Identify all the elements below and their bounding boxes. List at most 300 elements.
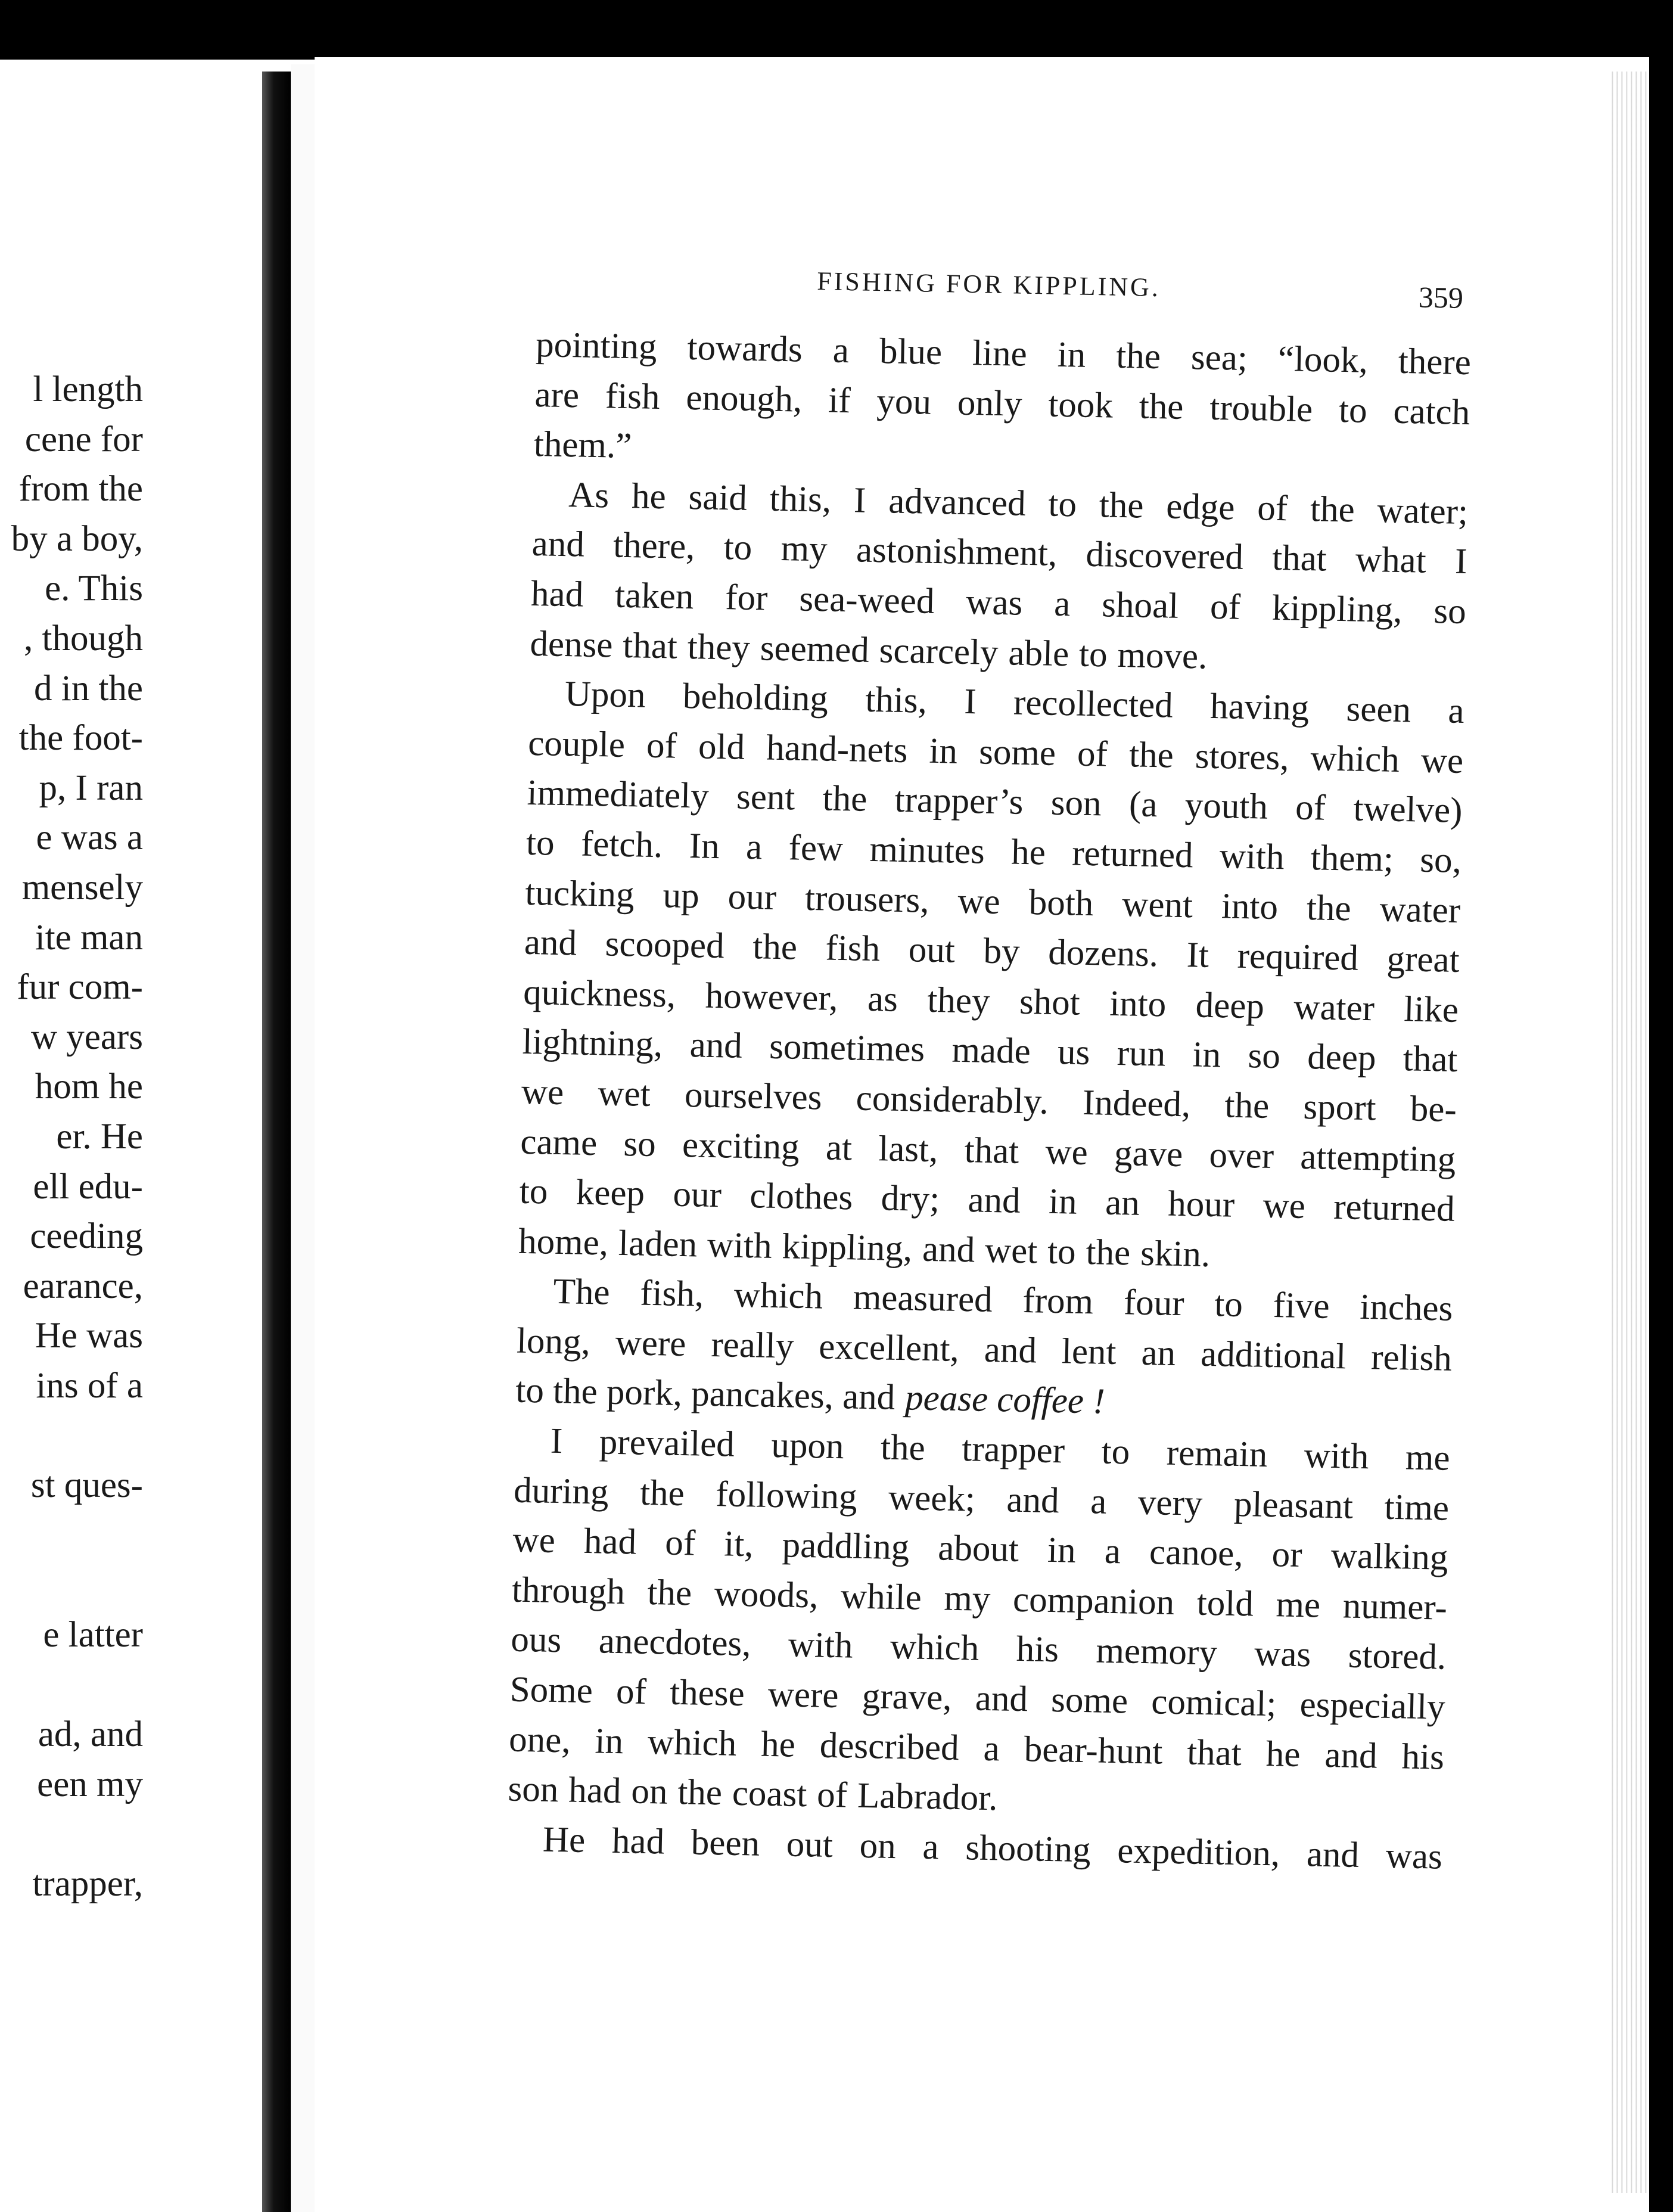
word: or	[1271, 1534, 1303, 1576]
word: stored.	[1348, 1636, 1447, 1678]
word: excellent,	[818, 1326, 960, 1369]
word: fish,	[639, 1273, 704, 1315]
word: made	[951, 1030, 1031, 1072]
word: ourselves	[684, 1074, 823, 1118]
word: which	[647, 1722, 737, 1764]
word: this,	[865, 679, 928, 721]
word: out	[786, 1824, 834, 1865]
word: came	[520, 1121, 598, 1163]
word: hour	[1167, 1183, 1235, 1225]
page-number: 359	[1418, 280, 1464, 315]
word: are	[534, 374, 580, 415]
word: sent	[736, 776, 795, 818]
word: and	[1006, 1480, 1060, 1521]
word: very	[1137, 1482, 1204, 1524]
word: to	[525, 822, 555, 863]
word: only	[957, 383, 1023, 424]
word: a	[983, 1728, 1000, 1769]
word: to	[1047, 1231, 1077, 1272]
word: youth	[1184, 785, 1268, 828]
word: discovered	[1085, 535, 1244, 578]
word: to	[723, 527, 752, 568]
word: and	[524, 922, 577, 964]
word: of	[615, 1672, 647, 1713]
word: was	[1385, 1835, 1443, 1877]
word: said	[688, 477, 748, 518]
word: it,	[723, 1524, 754, 1565]
word: few	[788, 828, 844, 869]
left-page-line: p, I ran	[39, 768, 143, 808]
left-page-line: by a boy,	[11, 518, 143, 559]
word: which	[890, 1627, 979, 1669]
word: paddling	[782, 1525, 910, 1568]
word: in	[1057, 334, 1086, 375]
word: we	[1420, 740, 1464, 781]
word: with	[707, 1225, 773, 1266]
word: had	[530, 573, 584, 615]
word: dense	[529, 623, 614, 666]
word: sea;	[1190, 337, 1248, 378]
running-head: FISHING FOR KIPPLING.	[816, 266, 1161, 303]
left-page-line: l length	[33, 369, 143, 409]
word: with	[1219, 836, 1285, 878]
text-run: to the pork, pancakes, and	[515, 1371, 895, 1418]
word: fetch.	[580, 824, 663, 866]
word: you	[876, 381, 932, 422]
book-gutter-shadow	[262, 72, 291, 2212]
word: of	[1295, 787, 1326, 828]
word: they	[926, 980, 991, 1021]
word: a	[1447, 691, 1465, 732]
word: shooting	[965, 1828, 1092, 1871]
word: a	[1090, 1481, 1108, 1522]
left-page-line: mensely	[21, 867, 143, 908]
left-page-line: w years	[30, 1017, 143, 1057]
word: fish	[825, 928, 881, 970]
word: on	[630, 1771, 668, 1812]
word: last,	[878, 1128, 939, 1170]
word: expedition,	[1117, 1831, 1280, 1874]
word: able	[1007, 632, 1069, 674]
word: he	[631, 476, 667, 517]
word: were	[767, 1674, 839, 1716]
left-page-line: He was	[35, 1316, 143, 1356]
word: a	[1104, 1531, 1121, 1572]
word: up	[662, 875, 700, 916]
word: dry;	[881, 1178, 940, 1220]
left-page-line	[0, 1560, 143, 1610]
word: enough,	[685, 377, 803, 420]
word: exciting	[682, 1124, 800, 1167]
word: lent	[1061, 1331, 1117, 1372]
word: what	[1355, 539, 1427, 582]
word: the	[677, 1772, 723, 1813]
word: so	[623, 1123, 657, 1164]
word: which	[1310, 738, 1400, 780]
word: of	[664, 1523, 696, 1564]
word: gave	[1114, 1133, 1183, 1175]
word: following	[715, 1474, 858, 1517]
left-page-line: er. He	[56, 1116, 143, 1157]
word: couple	[527, 723, 626, 765]
word: so	[1433, 591, 1467, 632]
word: home,	[518, 1221, 609, 1263]
word: an	[1105, 1182, 1140, 1223]
word: catch	[1392, 391, 1470, 433]
word: us	[1057, 1032, 1091, 1073]
left-page-line: earance,	[23, 1266, 143, 1306]
word: had	[583, 1521, 637, 1562]
word: keep	[576, 1172, 645, 1214]
word: laden	[618, 1223, 698, 1265]
word: As	[568, 474, 610, 516]
word: through	[511, 1570, 626, 1613]
word: however,	[705, 975, 839, 1018]
word: twelve)	[1352, 788, 1463, 831]
left-page-line: ceeding	[30, 1216, 143, 1257]
word: a	[1053, 583, 1071, 625]
word: we	[957, 881, 1001, 922]
word: had	[611, 1820, 665, 1862]
word: companion	[1012, 1579, 1175, 1623]
word: scooped	[605, 924, 725, 967]
word: (a	[1128, 784, 1158, 825]
word: me	[1405, 1437, 1451, 1478]
left-page-line: ite man	[35, 917, 143, 958]
word: attempting	[1299, 1136, 1456, 1180]
word: sometimes	[769, 1027, 925, 1070]
left-page-line	[0, 1809, 143, 1859]
word: five	[1273, 1285, 1330, 1327]
word: the	[1310, 489, 1355, 530]
word: quickness,	[523, 972, 676, 1015]
word: really	[710, 1324, 794, 1366]
word: and	[531, 524, 585, 565]
word: trapper’s	[894, 780, 1024, 823]
word: son	[1050, 783, 1102, 824]
word: astonishment,	[856, 530, 1058, 574]
word: as	[867, 978, 898, 1020]
word: to	[1047, 484, 1077, 525]
word: trouble	[1209, 387, 1313, 430]
word: into	[1109, 983, 1167, 1025]
word: minutes	[869, 829, 985, 872]
word: a	[832, 330, 850, 371]
word: seemed	[760, 627, 870, 670]
word: been	[691, 1822, 760, 1864]
word: one,	[508, 1719, 571, 1761]
word: time	[1383, 1487, 1450, 1528]
word: and	[1324, 1735, 1378, 1776]
word: the	[639, 1472, 685, 1514]
word: trousers,	[804, 878, 930, 921]
word: so	[1247, 1036, 1281, 1077]
word: I	[550, 1421, 563, 1462]
word: that	[1403, 1039, 1459, 1080]
word: measured	[853, 1277, 993, 1321]
word: which	[733, 1275, 823, 1317]
word: of	[1209, 586, 1241, 627]
word: he	[1265, 1733, 1301, 1775]
word: there	[1398, 341, 1472, 383]
left-page-line: ell edu-	[33, 1166, 143, 1207]
word: a	[922, 1826, 940, 1868]
word: and	[922, 1229, 975, 1270]
word: the	[1139, 386, 1184, 427]
word: an	[1140, 1332, 1176, 1374]
word: I	[963, 682, 977, 722]
word: and	[1306, 1834, 1360, 1875]
word: about	[937, 1528, 1019, 1570]
word: kippling,	[1271, 588, 1403, 630]
word: into	[1221, 886, 1279, 927]
word: pleasant	[1233, 1484, 1354, 1527]
left-page-line: cene for	[24, 419, 143, 459]
word: sea-weed	[798, 579, 935, 622]
word: our	[672, 1174, 722, 1216]
word: inches	[1359, 1287, 1453, 1329]
word: of	[816, 1775, 848, 1816]
word: on	[859, 1825, 897, 1866]
word: immediately	[527, 773, 710, 817]
word: the	[1115, 335, 1161, 377]
word: we	[512, 1520, 556, 1561]
word: having	[1209, 686, 1310, 729]
word: woods,	[714, 1573, 819, 1616]
word: required	[1237, 936, 1359, 978]
word: water	[1293, 987, 1375, 1029]
word: son	[508, 1769, 559, 1810]
word: returned	[1333, 1187, 1456, 1229]
word: ous	[510, 1620, 562, 1661]
word: with	[788, 1624, 854, 1667]
word: sport	[1302, 1086, 1377, 1129]
word: bear-hunt	[1024, 1729, 1163, 1772]
word: some	[978, 732, 1056, 773]
word: described	[819, 1725, 960, 1768]
word: the	[1306, 887, 1352, 928]
word: shot	[1019, 981, 1081, 1023]
word: and	[967, 1180, 1021, 1221]
word: in	[1047, 1530, 1077, 1571]
word: with	[1304, 1436, 1369, 1477]
word: while	[840, 1576, 922, 1618]
word: they	[687, 626, 751, 668]
word: there,	[612, 525, 696, 567]
word: was	[1254, 1633, 1311, 1675]
word: “look,	[1277, 338, 1369, 381]
word: of	[1077, 734, 1108, 775]
word: was	[965, 582, 1023, 623]
word: from	[1022, 1281, 1094, 1322]
word: the	[752, 927, 798, 968]
word: my	[943, 1578, 991, 1619]
word: especially	[1299, 1685, 1446, 1728]
word: me	[1275, 1585, 1321, 1626]
word: some	[1050, 1680, 1128, 1722]
word: deep	[1195, 985, 1265, 1027]
word: Upon	[564, 674, 646, 716]
word: to	[1214, 1284, 1243, 1325]
word: over	[1208, 1135, 1274, 1176]
word: the	[880, 1427, 926, 1468]
word: lightning,	[522, 1022, 663, 1065]
left-page-line: from the	[18, 469, 143, 509]
word: a	[745, 827, 763, 868]
word: towards	[686, 327, 803, 370]
word: both	[1028, 882, 1094, 924]
word: I	[853, 480, 867, 521]
left-page-text	[0, 365, 143, 1909]
word: the	[1086, 1232, 1131, 1273]
word: we	[1262, 1185, 1306, 1227]
word: that	[622, 625, 678, 667]
left-page-line: e latter	[43, 1614, 143, 1655]
word: Indeed,	[1082, 1082, 1191, 1125]
word: had	[568, 1770, 622, 1812]
word: coast	[732, 1773, 807, 1815]
word: remain	[1166, 1433, 1268, 1475]
word: deep	[1307, 1037, 1377, 1079]
word: that	[964, 1130, 1019, 1172]
word: wet	[984, 1230, 1038, 1272]
word: returned	[1071, 833, 1194, 876]
word: comical;	[1150, 1682, 1277, 1725]
word: anecdotes,	[598, 1621, 752, 1664]
left-page-line: st ques-	[30, 1465, 143, 1506]
word: in	[1192, 1034, 1221, 1076]
word: The	[553, 1272, 611, 1313]
word: and	[975, 1678, 1028, 1720]
left-page-line: fur com-	[17, 967, 143, 1008]
word: were	[615, 1322, 687, 1365]
word: move.	[1117, 635, 1208, 677]
left-page-line: ad, and	[38, 1714, 143, 1755]
word: the	[822, 778, 867, 820]
word: advanced	[888, 481, 1027, 524]
word: walking	[1330, 1536, 1448, 1579]
left-page-line: een my	[37, 1764, 143, 1804]
word: that	[1186, 1732, 1242, 1773]
word: he	[1010, 832, 1046, 873]
word: of	[1257, 488, 1288, 529]
word: in	[1048, 1181, 1078, 1222]
word: kippling,	[781, 1226, 913, 1269]
word: the	[1099, 484, 1145, 526]
word: It	[1186, 935, 1209, 975]
book-gutter	[291, 64, 315, 2212]
word: he	[760, 1724, 796, 1765]
word: week;	[888, 1477, 976, 1520]
left-page-line: d in the	[34, 668, 143, 709]
word: went	[1121, 884, 1193, 925]
word: He	[542, 1819, 586, 1860]
word: skin.	[1140, 1233, 1211, 1275]
word: them.”	[533, 424, 632, 467]
word: Labrador.	[857, 1776, 999, 1819]
word: pointing	[535, 324, 658, 367]
word: to	[1078, 634, 1108, 675]
word: and	[689, 1025, 743, 1067]
word: long,	[516, 1321, 591, 1362]
word: clothes	[749, 1176, 853, 1218]
word: edge	[1165, 486, 1236, 528]
word: our	[727, 876, 777, 918]
word: seen	[1345, 689, 1411, 731]
left-page-line	[0, 1411, 143, 1461]
left-page-line: ins of a	[36, 1365, 143, 1406]
word: great	[1386, 939, 1460, 981]
left-page-line: e. This	[45, 568, 143, 609]
word: I	[1454, 542, 1468, 582]
word: that	[1271, 538, 1327, 579]
word: taken	[614, 575, 694, 617]
word: out	[908, 930, 956, 971]
word: grave,	[862, 1676, 953, 1718]
word: line	[972, 333, 1028, 374]
scan-border	[1649, 0, 1673, 2212]
word: and	[984, 1329, 1037, 1371]
word: if	[828, 380, 851, 421]
word: we	[1044, 1132, 1089, 1173]
word: fish	[605, 375, 661, 417]
left-page-line: trapper,	[32, 1863, 143, 1904]
word: be-	[1410, 1089, 1457, 1130]
word: so,	[1419, 840, 1462, 881]
word: wet	[597, 1073, 651, 1114]
word: prevailed	[599, 1422, 735, 1465]
word: trapper	[961, 1429, 1065, 1471]
word: blue	[879, 331, 943, 373]
word: to	[1101, 1431, 1130, 1472]
left-page-line: hom he	[35, 1067, 143, 1107]
word: old	[698, 726, 745, 768]
word: additional	[1200, 1334, 1347, 1377]
left-page-line: , though	[24, 618, 143, 658]
word: for	[724, 577, 769, 619]
word: scarcely	[879, 630, 999, 673]
word: this,	[769, 479, 832, 520]
word: at	[825, 1127, 853, 1168]
word: by	[982, 931, 1021, 972]
word: my	[780, 529, 828, 570]
word: run	[1117, 1033, 1166, 1074]
left-page-line	[0, 1511, 143, 1561]
word: of	[646, 725, 677, 766]
word: Some	[509, 1669, 593, 1711]
word: water;	[1376, 490, 1469, 532]
left-page-line	[0, 1660, 143, 1710]
word: the	[646, 1572, 692, 1614]
page-text-block	[506, 266, 1472, 1882]
word: the	[1224, 1085, 1270, 1126]
word: these	[669, 1672, 745, 1714]
word: stores,	[1195, 736, 1290, 778]
word: to	[519, 1171, 549, 1212]
italic-text: pease coffee !	[904, 1378, 1106, 1422]
word: we	[521, 1071, 564, 1113]
word: hand-nets	[766, 728, 909, 771]
word: to	[1338, 390, 1368, 431]
word: canoe,	[1149, 1532, 1244, 1574]
left-page-line: e was a	[36, 818, 143, 858]
word: took	[1047, 384, 1114, 426]
word: them;	[1310, 838, 1394, 880]
word: the	[1128, 734, 1174, 776]
word: memory	[1095, 1630, 1218, 1673]
word: relish	[1370, 1337, 1453, 1379]
word: shoal	[1101, 585, 1179, 626]
